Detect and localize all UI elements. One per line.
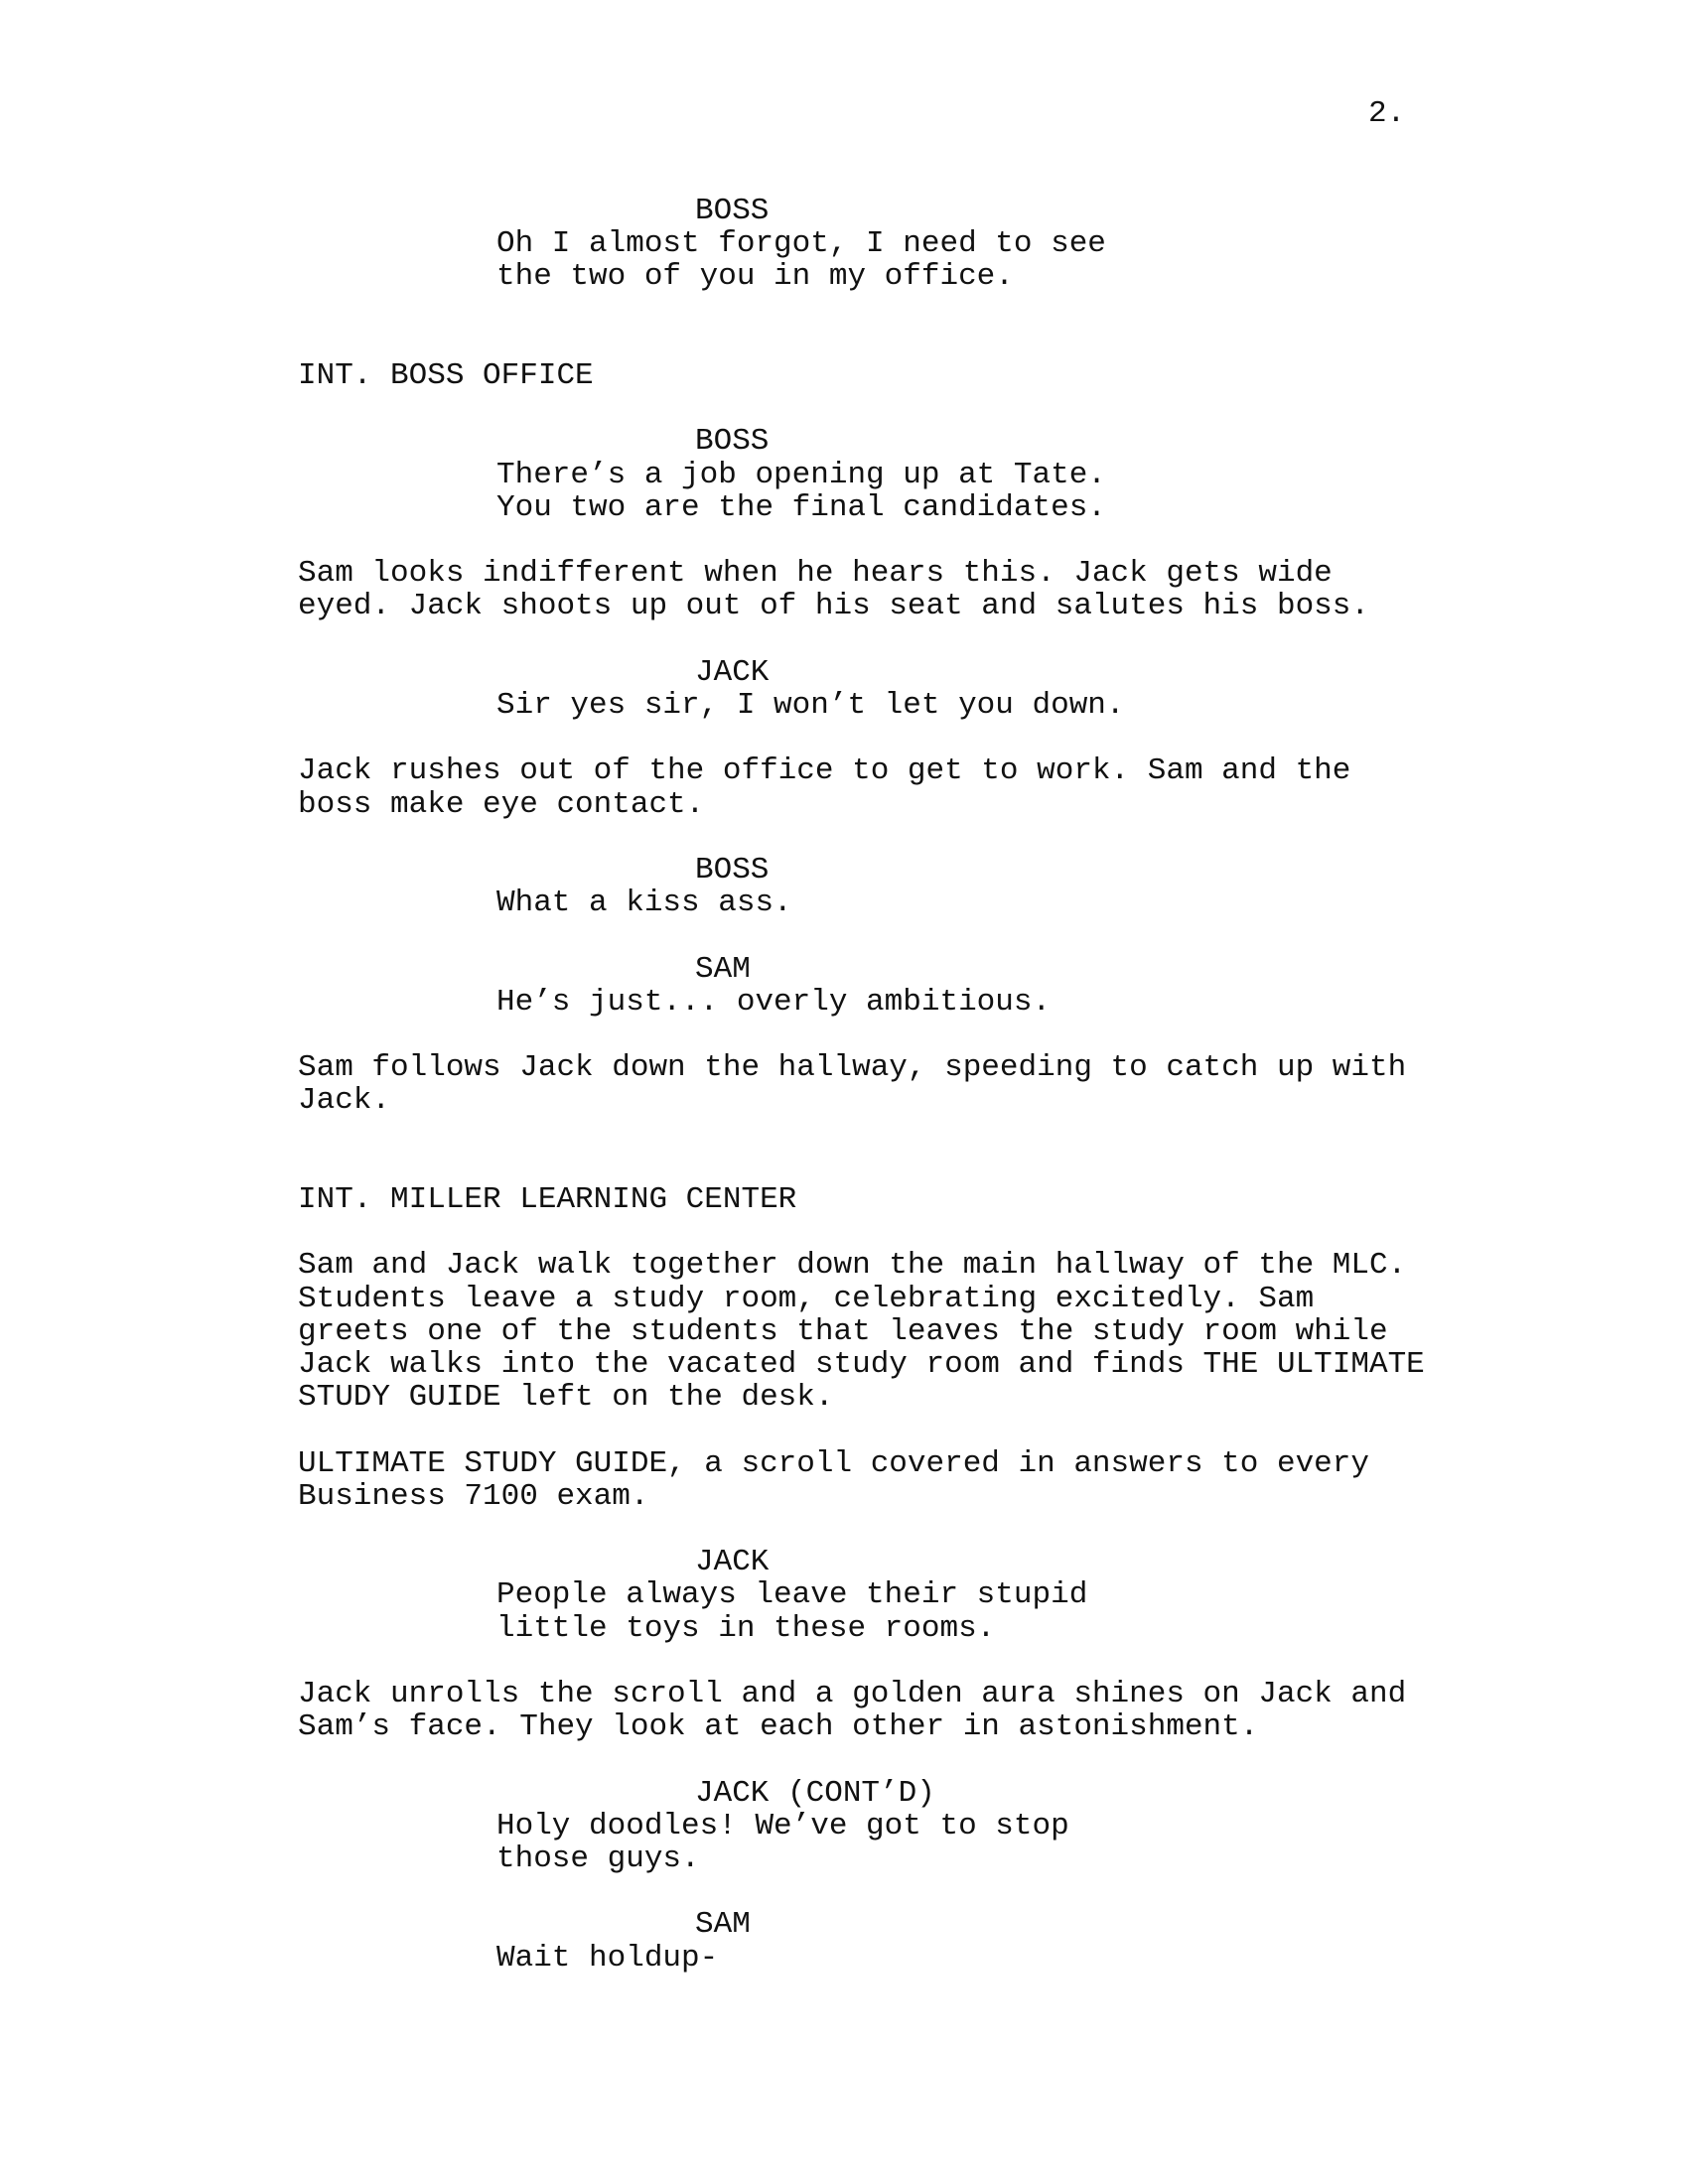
action-line: Jack unrolls the scroll and a golden aura shines on Jack and Sam’s face. They look at each other in astonishment. bbox=[298, 1676, 1407, 1745]
action-line: Sam looks indifferent when he hears this. Jack gets wide eyed. Jack shoots up out of his seat and salutes his boss. bbox=[298, 556, 1369, 624]
scene-heading: INT. MILLER LEARNING CENTER bbox=[298, 1181, 797, 1217]
scene-heading: INT. BOSS OFFICE bbox=[298, 358, 594, 393]
dialogue: There’s a job opening up at Tate. You two are the final candidates. bbox=[496, 457, 1106, 525]
action-line: Sam follows Jack down the hallway, speeding to catch up with Jack. bbox=[298, 1050, 1407, 1119]
dialogue: He’s just... overly ambitious. bbox=[496, 984, 1052, 1020]
character-cue: BOSS bbox=[695, 424, 770, 460]
character-cue: JACK (CONT’D) bbox=[695, 1775, 935, 1811]
character-cue: SAM bbox=[695, 951, 751, 987]
dialogue: What a kiss ass. bbox=[496, 886, 792, 921]
action-line: Jack rushes out of the office to get to work. Sam and the boss make eye contact. bbox=[298, 753, 1351, 822]
dialogue: Sir yes sir, I won’t let you down. bbox=[496, 687, 1125, 723]
action-line: Sam and Jack walk together down the main hallway of the MLC. Students leave a study room, celebrating excitedly. Sam greets one of the students that leaves the study room while Jack walks into the vacated study room and finds THE ULTIMATE STUDY GUIDE left on the desk. bbox=[298, 1248, 1425, 1416]
character-cue: JACK bbox=[695, 654, 770, 690]
action-line: ULTIMATE STUDY GUIDE, a scroll covered in answers to every Business 7100 exam. bbox=[298, 1445, 1369, 1514]
character-cue: BOSS bbox=[695, 852, 770, 887]
character-cue: BOSS bbox=[695, 194, 770, 228]
screenplay-body bbox=[0, 195, 1688, 1975]
dialogue: Wait holdup- bbox=[496, 1940, 719, 1976]
dialogue: People always leave their stupid little toys in these rooms. bbox=[496, 1577, 1088, 1646]
dialogue: Oh I almost forgot, I need to see the two of you in my office. bbox=[496, 226, 1106, 295]
dialogue: Holy doodles! We’ve got to stop those guys. bbox=[496, 1808, 1069, 1876]
page-number: 2. bbox=[1368, 96, 1406, 131]
character-cue: JACK bbox=[695, 1545, 770, 1580]
character-cue: SAM bbox=[695, 1907, 751, 1943]
